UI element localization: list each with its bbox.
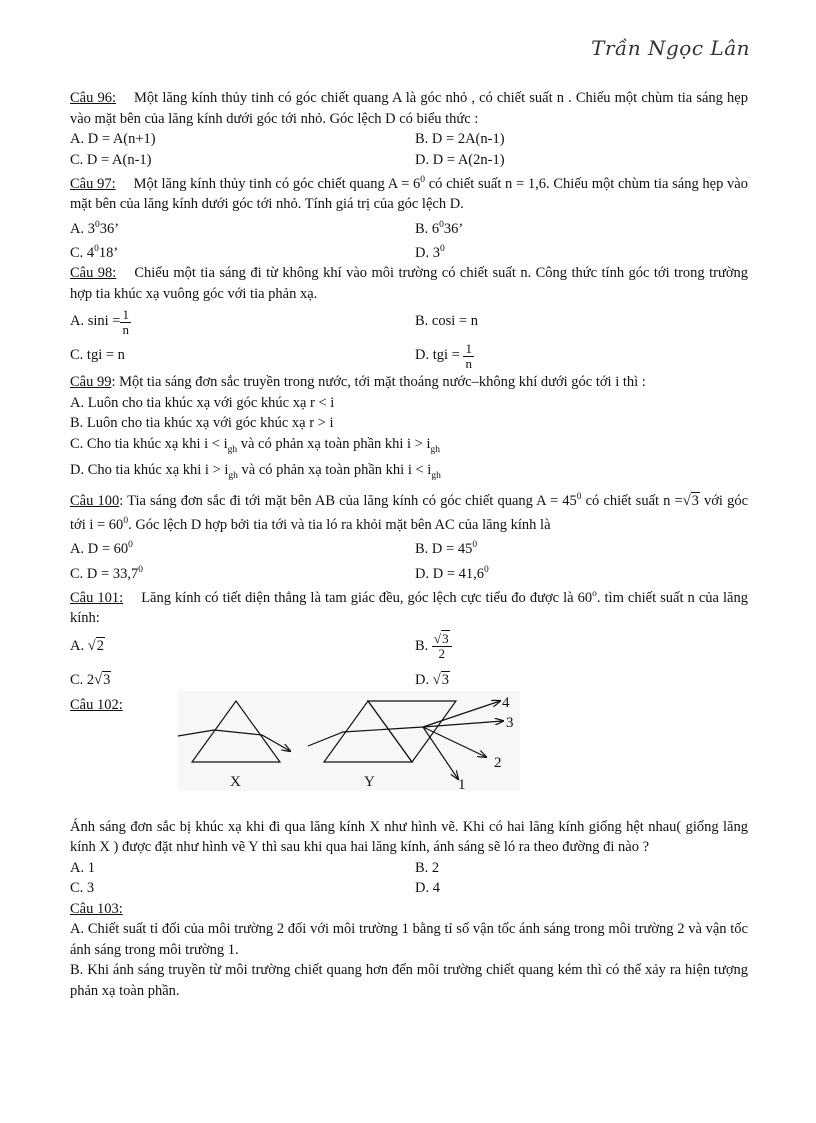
question-label: Câu 100 bbox=[70, 492, 120, 509]
option-c[interactable]: C. 3 bbox=[70, 880, 95, 897]
option-a[interactable]: A. √2 bbox=[70, 637, 104, 654]
question-label: Câu 103: bbox=[70, 900, 123, 917]
ray-4 bbox=[423, 701, 500, 727]
option-b[interactable]: B. $D = 45^0$ bbox=[415, 540, 478, 558]
option-b[interactable]: B. 2 bbox=[415, 859, 440, 876]
question-text: Ánh sáng đơn sắc bị khúc xạ khi đi qua lăng kính X như hình vẽ. Khi có hai lăng kính giống hệt nhau( giống lăng kính X ) được đặt như hình vẽ Y thì sau khi qua hai lăng kính, ánh sáng sẽ ló ra theo đường đi nào ? bbox=[70, 818, 748, 856]
option-d[interactable]: D. 4 bbox=[415, 880, 440, 897]
option-a[interactable]: A. $D = 60^0$ bbox=[70, 540, 133, 558]
question-96 bbox=[70, 88, 748, 170]
option-b[interactable]: B. Khi ánh sáng truyền từ môi trường chiết quang hơn đến môi trường chiết quang kém thì có thể xảy ra hiện tượng phản xạ toàn phần. bbox=[70, 962, 748, 999]
question-100 bbox=[70, 487, 748, 584]
sqrt-symbol: √3 bbox=[682, 492, 699, 509]
option-a[interactable]: A. D = A(n+1) bbox=[70, 131, 156, 147]
option-c[interactable]: C. $D = 33,7^0$ bbox=[70, 564, 143, 582]
question-97 bbox=[70, 170, 748, 263]
option-d[interactable]: D. Cho tia khúc xạ khi $i > i_{gh}$ và có phản xạ toàn phần khi $i < i_{gh}$ bbox=[70, 462, 441, 482]
option-d[interactable]: D. tgi = $\frac{1}{n}$ bbox=[415, 340, 472, 371]
question-text: Câu 97: Một lăng kính thủy tinh có góc chiết quang $A = 6^0$ có chiết suất n = 1,6. Chiếu một chùm tia sáng hẹp vào mặt bên của lăng kính dưới góc tới nhỏ. Tính giá trị của góc lệch D. bbox=[70, 175, 748, 213]
question-label: Câu 96: bbox=[70, 90, 117, 106]
option-a[interactable]: A. $3^036$’ bbox=[70, 219, 120, 237]
answer-options bbox=[70, 129, 748, 170]
light-ray-x bbox=[178, 730, 290, 751]
question-text: Câu 101: Lăng kính có tiết diện thẳng là tam giác đều, góc lệch cực tiểu đo được là 60$^o$. tìm chiết suất n của lăng kính: bbox=[70, 589, 748, 627]
option-b[interactable]: B. $\frac{√3}{2}$ bbox=[415, 629, 748, 663]
label-ray-4: 4 bbox=[502, 694, 510, 711]
label-ray-2: 2 bbox=[494, 754, 502, 771]
author-signature: Trần Ngọc Lân bbox=[591, 36, 750, 60]
option-a[interactable]: A. Luôn cho tia khúc xạ với góc khúc xạ r < i bbox=[70, 394, 335, 411]
answer-options bbox=[70, 535, 748, 584]
label-ray-1: 1 bbox=[458, 776, 466, 791]
option-b[interactable]: B. D = 2A(n-1) bbox=[415, 131, 505, 147]
option-b[interactable]: B. cosi = n bbox=[415, 313, 478, 330]
question-101 bbox=[70, 584, 748, 697]
question-label: Câu 97: bbox=[70, 175, 116, 192]
question-99 bbox=[70, 372, 748, 486]
prism-y-left bbox=[324, 701, 412, 762]
answer-options bbox=[70, 215, 748, 264]
answer-options bbox=[70, 629, 748, 697]
option-a[interactable]: A. sini = $\frac{1}{n}$ bbox=[70, 306, 129, 337]
prism-y-right bbox=[368, 701, 456, 762]
question-list bbox=[70, 88, 748, 1001]
label-ray-3: 3 bbox=[506, 714, 514, 731]
option-b[interactable]: B. $6^036$’ bbox=[415, 219, 464, 237]
light-ray-y bbox=[308, 727, 423, 746]
question-label: Câu 102: bbox=[70, 696, 123, 713]
question-98 bbox=[70, 263, 748, 372]
option-c[interactable]: C. Cho tia khúc xạ khi $i < i_{gh}$ và có phản xạ toàn phần khi $i > i_{gh}$ bbox=[70, 435, 441, 455]
option-c[interactable]: C. D = A(n-1) bbox=[70, 151, 152, 168]
option-c[interactable]: C. $4^018$’ bbox=[70, 244, 119, 261]
option-b[interactable]: B. Luôn cho tia khúc xạ với góc khúc xạ r > i bbox=[70, 415, 334, 432]
question-102 bbox=[70, 694, 748, 899]
option-a[interactable]: A. Chiết suất tỉ đối của môi trường 2 đối với môi trường 1 bằng tỉ số vận tốc ánh sáng trong môi trường 2 và vận tốc ánh sáng trong môi trường 1. bbox=[70, 921, 748, 958]
question-text: Câu 96: Một lăng kính thủy tinh có góc chiết quang A là góc nhỏ , có chiết suất n . Chiếu một chùm tia sáng hẹp vào mặt bên của lăng kính dưới góc tới nhỏ. Góc lệch D có biểu thức : bbox=[70, 90, 748, 127]
question-label: Câu 99 bbox=[70, 374, 112, 391]
question-103 bbox=[70, 899, 748, 1002]
option-d[interactable]: D. $3^0$ bbox=[415, 244, 445, 261]
question-text: Câu 99: Một tia sáng đơn sắc truyền trong nước, tới mặt thoáng nước–không khí dưới góc tới i thì : bbox=[70, 374, 646, 391]
fraction: $\frac{1}{n}$ bbox=[122, 306, 129, 337]
prism-diagram bbox=[178, 691, 520, 791]
fraction: $\frac{1}{n}$ bbox=[465, 340, 472, 371]
option-d[interactable]: D. D = A(2n-1) bbox=[415, 151, 505, 168]
option-c[interactable]: C. tgi = n bbox=[70, 347, 125, 364]
ray-3 bbox=[423, 721, 503, 727]
label-y: Y bbox=[364, 773, 375, 790]
question-label: Câu 101: bbox=[70, 589, 124, 606]
question-text: Câu 98: Chiếu một tia sáng đi từ không khí vào môi trường có chiết suất n. Công thức tính góc tới trong trường hợp tia khúc xạ vuông góc với tia phản xạ. bbox=[70, 265, 748, 302]
answer-options bbox=[70, 858, 748, 899]
fraction: $\frac{√3}{2}$ bbox=[432, 632, 452, 661]
question-label: Câu 98: bbox=[70, 265, 117, 282]
option-a[interactable]: A. 1 bbox=[70, 859, 95, 876]
option-d[interactable]: D. $D = 41,6^0$ bbox=[415, 564, 489, 582]
question-text: Câu 100: Tia sáng đơn sắc đi tới mặt bên AB của lăng kính có góc chiết quang $A = 45^0$ có chiết suất n =√3 với góc tới $i = 60^0$. Góc lệch D hợp bởi tia tới và tia ló ra khỏi mặt bên AC của lăng kính là bbox=[70, 491, 749, 533]
label-x: X bbox=[230, 773, 241, 790]
answer-options bbox=[70, 304, 748, 372]
option-c[interactable]: C. 2√3 bbox=[70, 671, 111, 688]
option-d[interactable]: D. √3 bbox=[415, 671, 449, 688]
